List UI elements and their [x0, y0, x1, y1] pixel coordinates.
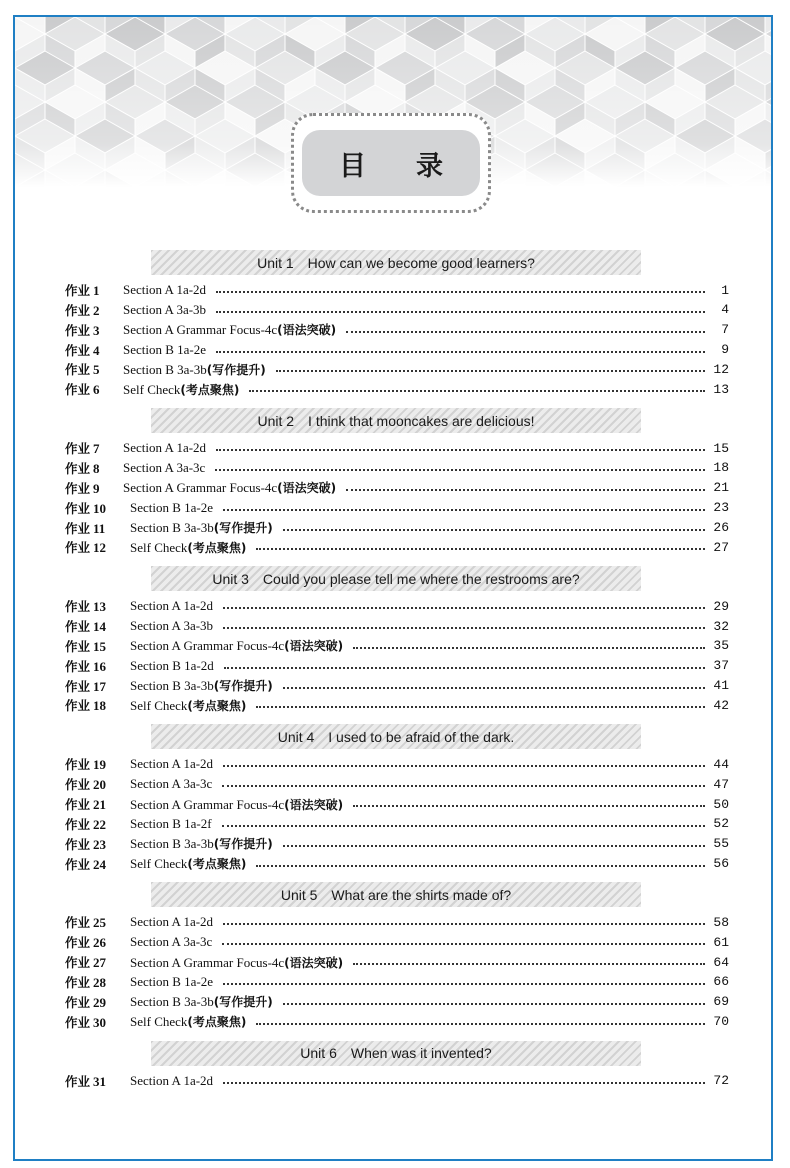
- entry-section: Self Check: [130, 1014, 188, 1030]
- dot-leader: [346, 489, 705, 491]
- homework-number: 14: [93, 619, 107, 635]
- page-number: 47: [713, 776, 729, 792]
- unit-header: [151, 724, 641, 749]
- homework-prefix: 作业: [65, 283, 91, 298]
- toc-entry[interactable]: [65, 835, 729, 853]
- toc-entry[interactable]: [65, 1013, 729, 1031]
- homework-label: [65, 301, 123, 319]
- toc-entry[interactable]: [65, 301, 729, 319]
- homework-prefix: 作业: [65, 1073, 91, 1089]
- unit-label: Unit 1: [257, 254, 294, 271]
- homework-label: [65, 479, 123, 497]
- homework-number: 20: [93, 777, 107, 793]
- entry-title: [123, 460, 211, 476]
- page-number: 27: [713, 539, 729, 555]
- entry-category: (语法突破): [284, 639, 344, 654]
- toc-entry[interactable]: [65, 973, 729, 991]
- entry-section: Section A Grammar Focus-4c: [130, 954, 285, 970]
- homework-label: [65, 755, 130, 773]
- entry-section: Section A 3a-3b: [130, 618, 214, 634]
- toc-entry[interactable]: [65, 360, 729, 378]
- homework-number: 24: [93, 856, 107, 872]
- page-number: 58: [713, 914, 729, 930]
- homework-number: 11: [93, 520, 106, 536]
- unit-title: I think that mooncakes are delicious!: [308, 412, 535, 429]
- toc-entry[interactable]: [65, 953, 729, 971]
- homework-prefix: 作业: [65, 382, 91, 398]
- homework-prefix: 作业: [65, 678, 91, 694]
- homework-label: [65, 775, 130, 793]
- dot-leader: [215, 469, 705, 471]
- entry-title: [130, 519, 279, 536]
- entry-title: [130, 954, 349, 971]
- homework-label: [65, 538, 130, 556]
- entry-title: [130, 598, 219, 614]
- toc-entry[interactable]: [65, 281, 729, 299]
- entry-section: Section A 3a-3b: [123, 301, 207, 317]
- homework-label: [65, 439, 123, 457]
- homework-number: 23: [93, 836, 107, 852]
- homework-number: 17: [93, 678, 107, 694]
- entry-category: (考点聚焦): [187, 698, 247, 713]
- dot-leader: [283, 845, 705, 847]
- entry-section: Section A 1a-2d: [130, 756, 214, 772]
- dot-leader: [276, 370, 705, 372]
- entry-section: Section B 3a-3b: [130, 678, 214, 694]
- entry-title: [130, 677, 279, 694]
- homework-number: 10: [93, 500, 107, 516]
- entry-section: Self Check: [130, 697, 188, 713]
- entry-title: [123, 479, 342, 496]
- homework-label: [65, 815, 130, 833]
- entry-section: Section A 1a-2d: [130, 914, 214, 930]
- homework-prefix: 作业: [65, 955, 91, 971]
- page-number: 12: [713, 361, 729, 377]
- page-number: 66: [713, 974, 729, 990]
- homework-prefix: 作业: [65, 935, 91, 951]
- entry-section: Section A 1a-2d: [123, 440, 207, 456]
- entry-title: [130, 835, 279, 852]
- homework-number: 8: [93, 460, 100, 476]
- dot-leader: [353, 963, 705, 965]
- homework-prefix: 作业: [65, 480, 91, 496]
- homework-number: 15: [93, 638, 107, 654]
- page-number: 55: [713, 836, 729, 852]
- page-number: 61: [713, 934, 729, 950]
- unit-title: Could you please tell me where the restrooms are?: [262, 570, 580, 587]
- homework-prefix: 作业: [65, 619, 91, 635]
- dot-leader: [224, 667, 705, 669]
- toc-entry[interactable]: [65, 815, 729, 833]
- homework-prefix: 作业: [65, 599, 91, 615]
- entry-title: [123, 282, 212, 298]
- entry-category: (写作提升): [213, 679, 273, 694]
- homework-label: [65, 341, 123, 359]
- homework-label: [65, 993, 130, 1011]
- page-number: 4: [721, 302, 729, 318]
- title-badge: [291, 113, 491, 213]
- page-number: 72: [713, 1073, 729, 1088]
- toc-entry[interactable]: [65, 696, 729, 714]
- entry-section: Section B 3a-3b: [130, 836, 214, 852]
- homework-prefix: 作业: [65, 777, 91, 793]
- entry-section: Section A 1a-2d: [130, 598, 214, 614]
- homework-prefix: 作业: [65, 797, 91, 812]
- dot-leader: [223, 607, 705, 609]
- entry-section: Section B 3a-3b: [130, 994, 214, 1010]
- homework-number: 13: [93, 599, 107, 615]
- entry-section: Section A 1a-2d: [123, 282, 207, 297]
- entry-section: Section A 3a-3c: [123, 459, 206, 475]
- toc-entry[interactable]: [65, 993, 729, 1011]
- page-number: 13: [713, 381, 729, 397]
- homework-label: [65, 499, 130, 517]
- toc-entry[interactable]: [65, 795, 729, 813]
- homework-number: 26: [93, 935, 107, 951]
- unit-label: Unit 5: [280, 886, 318, 903]
- homework-label: [65, 360, 123, 378]
- homework-prefix: 作业: [65, 441, 91, 457]
- entry-section: Section A 3a-3c: [130, 776, 213, 792]
- toc-entry[interactable]: [65, 499, 729, 517]
- unit-header: [151, 882, 641, 907]
- dot-leader: [222, 943, 705, 945]
- homework-label: [65, 459, 123, 477]
- homework-label: [65, 657, 130, 675]
- page-frame: [13, 15, 773, 1161]
- entry-category: (考点聚焦): [187, 857, 247, 872]
- homework-number: 7: [93, 441, 100, 457]
- page-number: 32: [713, 618, 729, 634]
- toc-entry[interactable]: [65, 439, 729, 457]
- entry-title: [130, 1013, 252, 1030]
- entry-section: Section A 1a-2d: [130, 1072, 214, 1088]
- homework-number: 16: [93, 658, 107, 674]
- page-number: 1: [721, 282, 729, 298]
- homework-number: 31: [93, 1073, 107, 1089]
- homework-prefix: 作业: [65, 757, 91, 773]
- entry-category: (考点聚焦): [187, 1015, 247, 1030]
- page-number: 52: [713, 816, 729, 832]
- homework-prefix: 作业: [65, 658, 91, 674]
- toc-entry[interactable]: [65, 321, 729, 339]
- entry-section: Section B 1a-2e: [130, 499, 214, 515]
- entry-section: Section A Grammar Focus-4c: [123, 322, 278, 338]
- homework-prefix: 作业: [65, 816, 91, 832]
- homework-prefix: 作业: [65, 302, 91, 318]
- unit-label: Unit 6: [300, 1045, 337, 1061]
- toc-entry[interactable]: [65, 519, 729, 537]
- homework-label: [65, 696, 130, 714]
- homework-number: 4: [93, 342, 100, 358]
- homework-label: [65, 855, 130, 873]
- homework-prefix: 作业: [65, 915, 91, 931]
- dot-leader: [249, 390, 705, 392]
- homework-prefix: 作业: [65, 342, 91, 358]
- toc-entry[interactable]: [65, 913, 729, 931]
- homework-number: 25: [93, 915, 107, 931]
- page-number: 56: [713, 856, 729, 872]
- unit-title: What are the shirts made of?: [331, 886, 512, 903]
- homework-label: [65, 835, 130, 853]
- dot-leader: [223, 765, 705, 767]
- toc-entry[interactable]: [65, 775, 729, 793]
- homework-label: [65, 597, 130, 615]
- homework-prefix: 作业: [65, 994, 91, 1010]
- toc-entry[interactable]: [65, 755, 729, 773]
- unit-label: Unit 2: [257, 412, 295, 429]
- page-number: 21: [713, 480, 729, 496]
- homework-label: [65, 519, 130, 537]
- homework-prefix: 作业: [65, 856, 91, 872]
- homework-label: [65, 933, 130, 951]
- toc-entry[interactable]: [65, 1072, 729, 1090]
- toc-entry[interactable]: [65, 459, 729, 477]
- homework-label: [65, 1072, 130, 1090]
- homework-prefix: 作业: [65, 540, 91, 556]
- homework-label: [65, 281, 123, 299]
- homework-label: [65, 973, 130, 991]
- page-number: 64: [713, 954, 729, 970]
- entry-title: [130, 796, 349, 813]
- dot-leader: [256, 1023, 705, 1025]
- page-number: 18: [713, 460, 729, 476]
- homework-prefix: 作业: [65, 362, 91, 378]
- dot-leader: [283, 687, 705, 689]
- unit-label: Unit 4: [277, 728, 315, 745]
- unit-header: [151, 250, 641, 275]
- entry-section: Section A 3a-3c: [130, 934, 213, 950]
- dot-leader: [223, 1082, 705, 1084]
- homework-number: 3: [93, 322, 100, 338]
- homework-prefix: 作业: [65, 974, 91, 990]
- page-number: 50: [713, 796, 729, 812]
- entry-title: [123, 302, 212, 318]
- homework-number: 12: [93, 540, 107, 556]
- homework-number: 28: [93, 974, 107, 990]
- dot-leader: [346, 331, 705, 333]
- page-number: 70: [713, 1014, 729, 1030]
- entry-title: [123, 342, 212, 358]
- entry-section: Self Check: [123, 381, 181, 397]
- entry-category: (语法突破): [284, 797, 344, 812]
- unit-label: Unit 3: [212, 570, 249, 587]
- unit-title: I used to be afraid of the dark.: [328, 728, 515, 745]
- toc-entry[interactable]: [65, 677, 729, 695]
- homework-prefix: 作业: [65, 322, 91, 338]
- homework-number: 30: [93, 1014, 107, 1030]
- dot-leader: [223, 627, 705, 629]
- entry-section: Section B 1a-2f: [130, 815, 212, 831]
- homework-number: 27: [93, 955, 107, 971]
- entry-title: [130, 855, 252, 872]
- page-title: 目录: [339, 150, 493, 182]
- homework-prefix: 作业: [65, 1014, 91, 1030]
- homework-number: 19: [93, 757, 107, 773]
- unit-title: How can we become good learners?: [307, 254, 535, 271]
- page-number: 42: [713, 697, 729, 713]
- entry-section: Section B 1a-2e: [123, 341, 207, 357]
- entry-title: [130, 776, 218, 792]
- homework-prefix: 作业: [65, 460, 91, 476]
- homework-number: 29: [93, 994, 107, 1010]
- homework-label: [65, 677, 130, 695]
- page-number: 69: [713, 994, 729, 1010]
- homework-number: 2: [93, 302, 100, 318]
- entry-title: [130, 697, 252, 714]
- homework-label: [65, 795, 130, 813]
- entry-category: (语法突破): [284, 955, 344, 970]
- entry-title: [130, 914, 219, 930]
- homework-label: [65, 380, 123, 398]
- homework-number: 9: [93, 480, 100, 496]
- dot-leader: [216, 311, 705, 313]
- dot-leader: [222, 785, 705, 787]
- dot-leader: [283, 529, 705, 531]
- page-number: 37: [713, 658, 729, 674]
- homework-number: 6: [93, 382, 100, 398]
- toc-entry[interactable]: [65, 341, 729, 359]
- homework-number: 18: [93, 698, 107, 714]
- homework-label: [65, 913, 130, 931]
- dot-leader: [256, 548, 705, 550]
- toc-entry[interactable]: [65, 617, 729, 635]
- entry-category: (写作提升): [213, 995, 273, 1010]
- toc-entry[interactable]: [65, 380, 729, 398]
- entry-section: Section B 1a-2d: [130, 657, 214, 673]
- entry-section: Section A Grammar Focus-4c: [123, 480, 278, 496]
- dot-leader: [256, 865, 705, 867]
- entry-title: [130, 934, 218, 950]
- homework-prefix: 作业: [65, 500, 91, 516]
- dot-leader: [223, 983, 705, 985]
- toc-entry[interactable]: [65, 597, 729, 615]
- homework-label: [65, 637, 130, 655]
- toc-entry[interactable]: [65, 933, 729, 951]
- dot-leader: [353, 647, 705, 649]
- homework-number: 1: [93, 283, 100, 298]
- entry-category: (考点聚焦): [180, 382, 240, 397]
- page-number: 7: [721, 322, 729, 338]
- page-number: 15: [713, 440, 729, 456]
- dot-leader: [283, 1003, 705, 1005]
- entry-category: (写作提升): [206, 362, 266, 377]
- entry-title: [123, 381, 245, 398]
- entry-section: Self Check: [130, 856, 188, 872]
- dot-leader: [222, 825, 705, 827]
- dot-leader: [223, 509, 705, 511]
- entry-category: (写作提升): [213, 837, 273, 852]
- entry-category: (考点聚焦): [187, 540, 247, 555]
- dot-leader: [256, 706, 705, 708]
- entry-title: [130, 500, 219, 516]
- homework-prefix: 作业: [65, 698, 91, 714]
- toc-entry[interactable]: [65, 657, 729, 675]
- entry-title: [123, 440, 212, 456]
- homework-prefix: 作业: [65, 520, 91, 536]
- entry-title: [130, 993, 279, 1010]
- toc-entry[interactable]: [65, 637, 729, 655]
- homework-number: 21: [93, 797, 107, 812]
- homework-prefix: 作业: [65, 836, 91, 852]
- homework-prefix: 作业: [65, 638, 91, 654]
- entry-section: Self Check: [130, 539, 188, 555]
- entry-title: [123, 321, 342, 338]
- entry-category: (写作提升): [213, 521, 273, 535]
- entry-section: Section A Grammar Focus-4c: [130, 796, 285, 812]
- page-number: 41: [713, 678, 729, 694]
- unit-header: [151, 566, 641, 591]
- homework-label: [65, 953, 130, 971]
- entry-section: Section B 3a-3b: [123, 361, 207, 377]
- toc-entry[interactable]: [65, 479, 729, 497]
- unit-title: When was it invented?: [350, 1045, 492, 1061]
- unit-header: [151, 408, 641, 433]
- homework-label: [65, 617, 130, 635]
- page-number: 44: [713, 756, 729, 772]
- title-badge-inner: [302, 130, 493, 196]
- unit-header: [151, 1041, 641, 1066]
- entry-title: [130, 974, 219, 990]
- entry-category: (语法突破): [277, 481, 337, 496]
- page-number: 23: [713, 500, 729, 516]
- dot-leader: [216, 449, 705, 451]
- homework-label: [65, 1013, 130, 1031]
- dot-leader: [216, 351, 705, 353]
- dot-leader: [223, 923, 705, 925]
- entry-title: [130, 637, 349, 654]
- entry-title: [123, 361, 272, 378]
- entry-title: [130, 618, 219, 634]
- entry-section: Section B 3a-3b: [130, 520, 214, 535]
- dot-leader: [353, 805, 705, 807]
- entry-section: Section A Grammar Focus-4c: [130, 638, 285, 654]
- page-number: 29: [713, 598, 729, 614]
- entry-title: [130, 816, 218, 832]
- dot-leader: [216, 291, 705, 293]
- entry-section: Section B 1a-2e: [130, 973, 214, 989]
- entry-title: [130, 756, 219, 772]
- page-number: 26: [713, 520, 729, 535]
- homework-label: [65, 321, 123, 339]
- page-number: 35: [713, 638, 729, 654]
- entry-title: [130, 1073, 219, 1089]
- toc-entry[interactable]: [65, 538, 729, 556]
- entry-title: [130, 658, 220, 674]
- page-number: 9: [721, 342, 729, 358]
- toc-entry[interactable]: [65, 855, 729, 873]
- entry-title: [130, 539, 252, 556]
- homework-number: 5: [93, 362, 100, 378]
- entry-category: (语法突破): [277, 323, 337, 338]
- homework-number: 22: [93, 816, 107, 832]
